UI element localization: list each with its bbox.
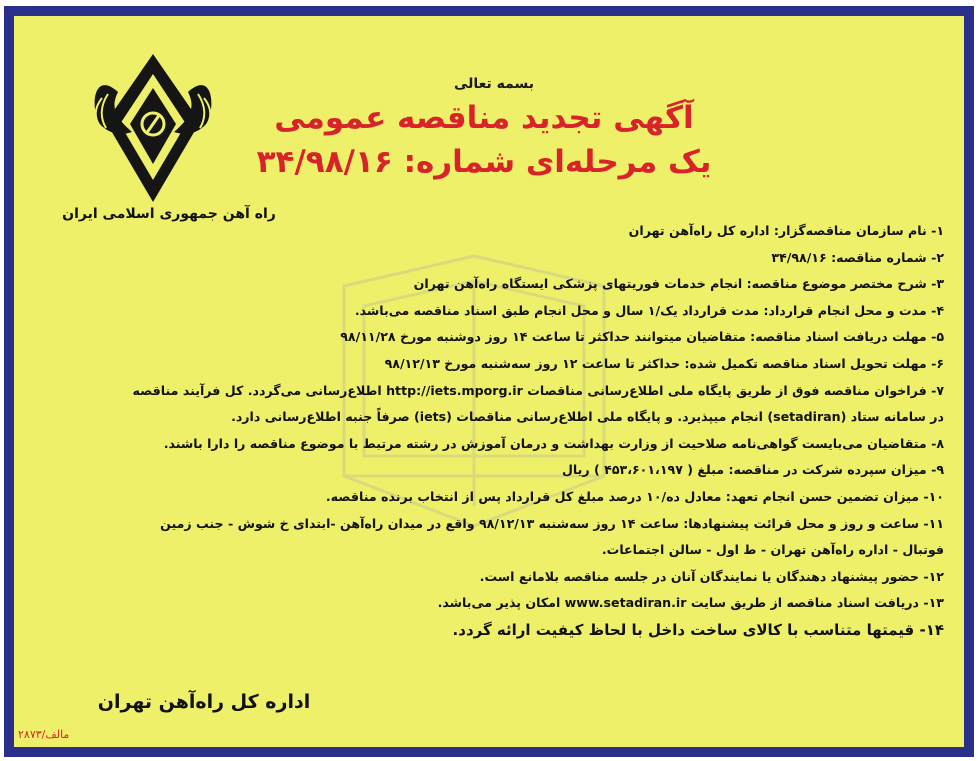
list-item: ۱۱- ساعت و روز و محل قرائت پیشنهادها: ساعت ۱۴ روز سه‌شنبه ۹۸/۱۲/۱۳ واقع در میدان راه‌آهن -ابتدای خ شوش - جنب زمین — [160, 515, 944, 531]
winged-emblem-icon — [88, 52, 218, 202]
page-border — [4, 6, 974, 757]
tender-items-list — [44, 218, 944, 644]
list-item: ۲- شماره مناقصه: ۳۴/۹۸/۱۶ — [771, 249, 944, 265]
item7-text-2: اطلاع‌رسانی می‌گردد. کل فرآیند مناقصه — [132, 382, 382, 398]
notice-paper — [14, 16, 964, 747]
list-item: ۱۲- حضور پیشنهاد دهندگان یا نمایندگان آنان در جلسه مناقصه بلامانع است. — [479, 568, 944, 584]
tender-number-title: یک مرحله‌ای شماره: ۳۴/۹۸/۱۶ — [256, 144, 712, 180]
list-item — [44, 378, 944, 405]
item7-text: ۷- فراخوان مناقصه فوق از طریق پایگاه ملی اطلاع‌رسانی مناقصات — [527, 382, 944, 398]
list-item: ۳- شرح مختصر موضوع مناقصه: انجام خدمات فوریتهای پزشکی ایستگاه راه‌آهن تهران — [413, 276, 944, 292]
item7-line2-b: ) انجام میپذیرد. و پایگاه ملی اطلاع‌رسانی مناقصات ( — [446, 409, 774, 425]
list-item: ۸- متقاضیان می‌بایست گواهی‌نامه صلاحیت از وزارت بهداشت و درمان آموزش در رشته مرتبط با موضوع مناقصه را دارا باشند. — [163, 435, 944, 451]
list-item: فوتبال - اداره راه‌آهن تهران - ط اول - سالن اجتماعات. — [601, 542, 944, 558]
list-item: ۱۴- قیمتها متناسب با کالای ساخت داخل با لحاظ کیفیت ارائه گردد. — [452, 620, 944, 639]
list-item: ۱۰- میزان تضمین حسن انجام تعهد: معادل ده/۱۰ درصد مبلغ کل قرارداد پس از انتخاب برنده مناقصه. — [325, 488, 944, 504]
setadiran-label: setadiran — [773, 409, 841, 425]
item7-line2-a: در سامانه ستاد ( — [840, 409, 944, 425]
list-item: ۹- میزان سپرده شرکت در مناقصه: مبلغ ( ۴۵۳،۶۰۱،۱۹۷ ) ریال — [561, 462, 944, 478]
iets-label: iets — [419, 409, 447, 425]
list-item: ۱- نام سازمان مناقصه‌گزار: اداره کل راه‌آهن تهران — [628, 223, 944, 238]
setadiran-link[interactable]: www.setadiran.ir — [564, 595, 687, 611]
notice-code: مالف/۲۸۷۳ — [18, 728, 70, 741]
list-item — [44, 404, 944, 431]
item13-text: ۱۳- دریافت اسناد مناقصه از طریق سایت — [690, 595, 944, 611]
footer-org: اداره کل راه‌آهن تهران — [97, 691, 311, 713]
list-item: ۵- مهلت دریافت اسناد مناقصه: متقاضیان میتوانند حداکثر تا ساعت ۱۴ روز دوشنبه مورخ ۹۸/۱۱/۲۸ — [340, 329, 944, 345]
railway-logo — [88, 52, 218, 202]
item7-line2-c: ) صرفاً جنبه اطلاع‌رسانی دارد. — [231, 409, 420, 425]
list-item — [44, 590, 944, 617]
item13-text-2: امکان پذیر می‌باشد. — [437, 595, 561, 611]
list-item: ۶- مهلت تحویل اسناد مناقصه تکمیل شده: حداکثر تا ساعت ۱۲ روز سه‌شنبه مورخ ۹۸/۱۲/۱۳ — [384, 355, 944, 371]
basmala: بسمه تعالی — [453, 76, 535, 92]
iets-link[interactable]: http://iets.mporg.ir — [386, 382, 523, 398]
org-name: راه آهن جمهوری اسلامی ایران — [62, 206, 276, 222]
notice-title: آگهی تجدید مناقصه عمومی — [274, 100, 694, 136]
list-item: ۴- مدت و محل انجام قرارداد: مدت قرارداد یک/۱ سال و محل انجام طبق اسناد مناقصه می‌باشد. — [354, 302, 944, 318]
